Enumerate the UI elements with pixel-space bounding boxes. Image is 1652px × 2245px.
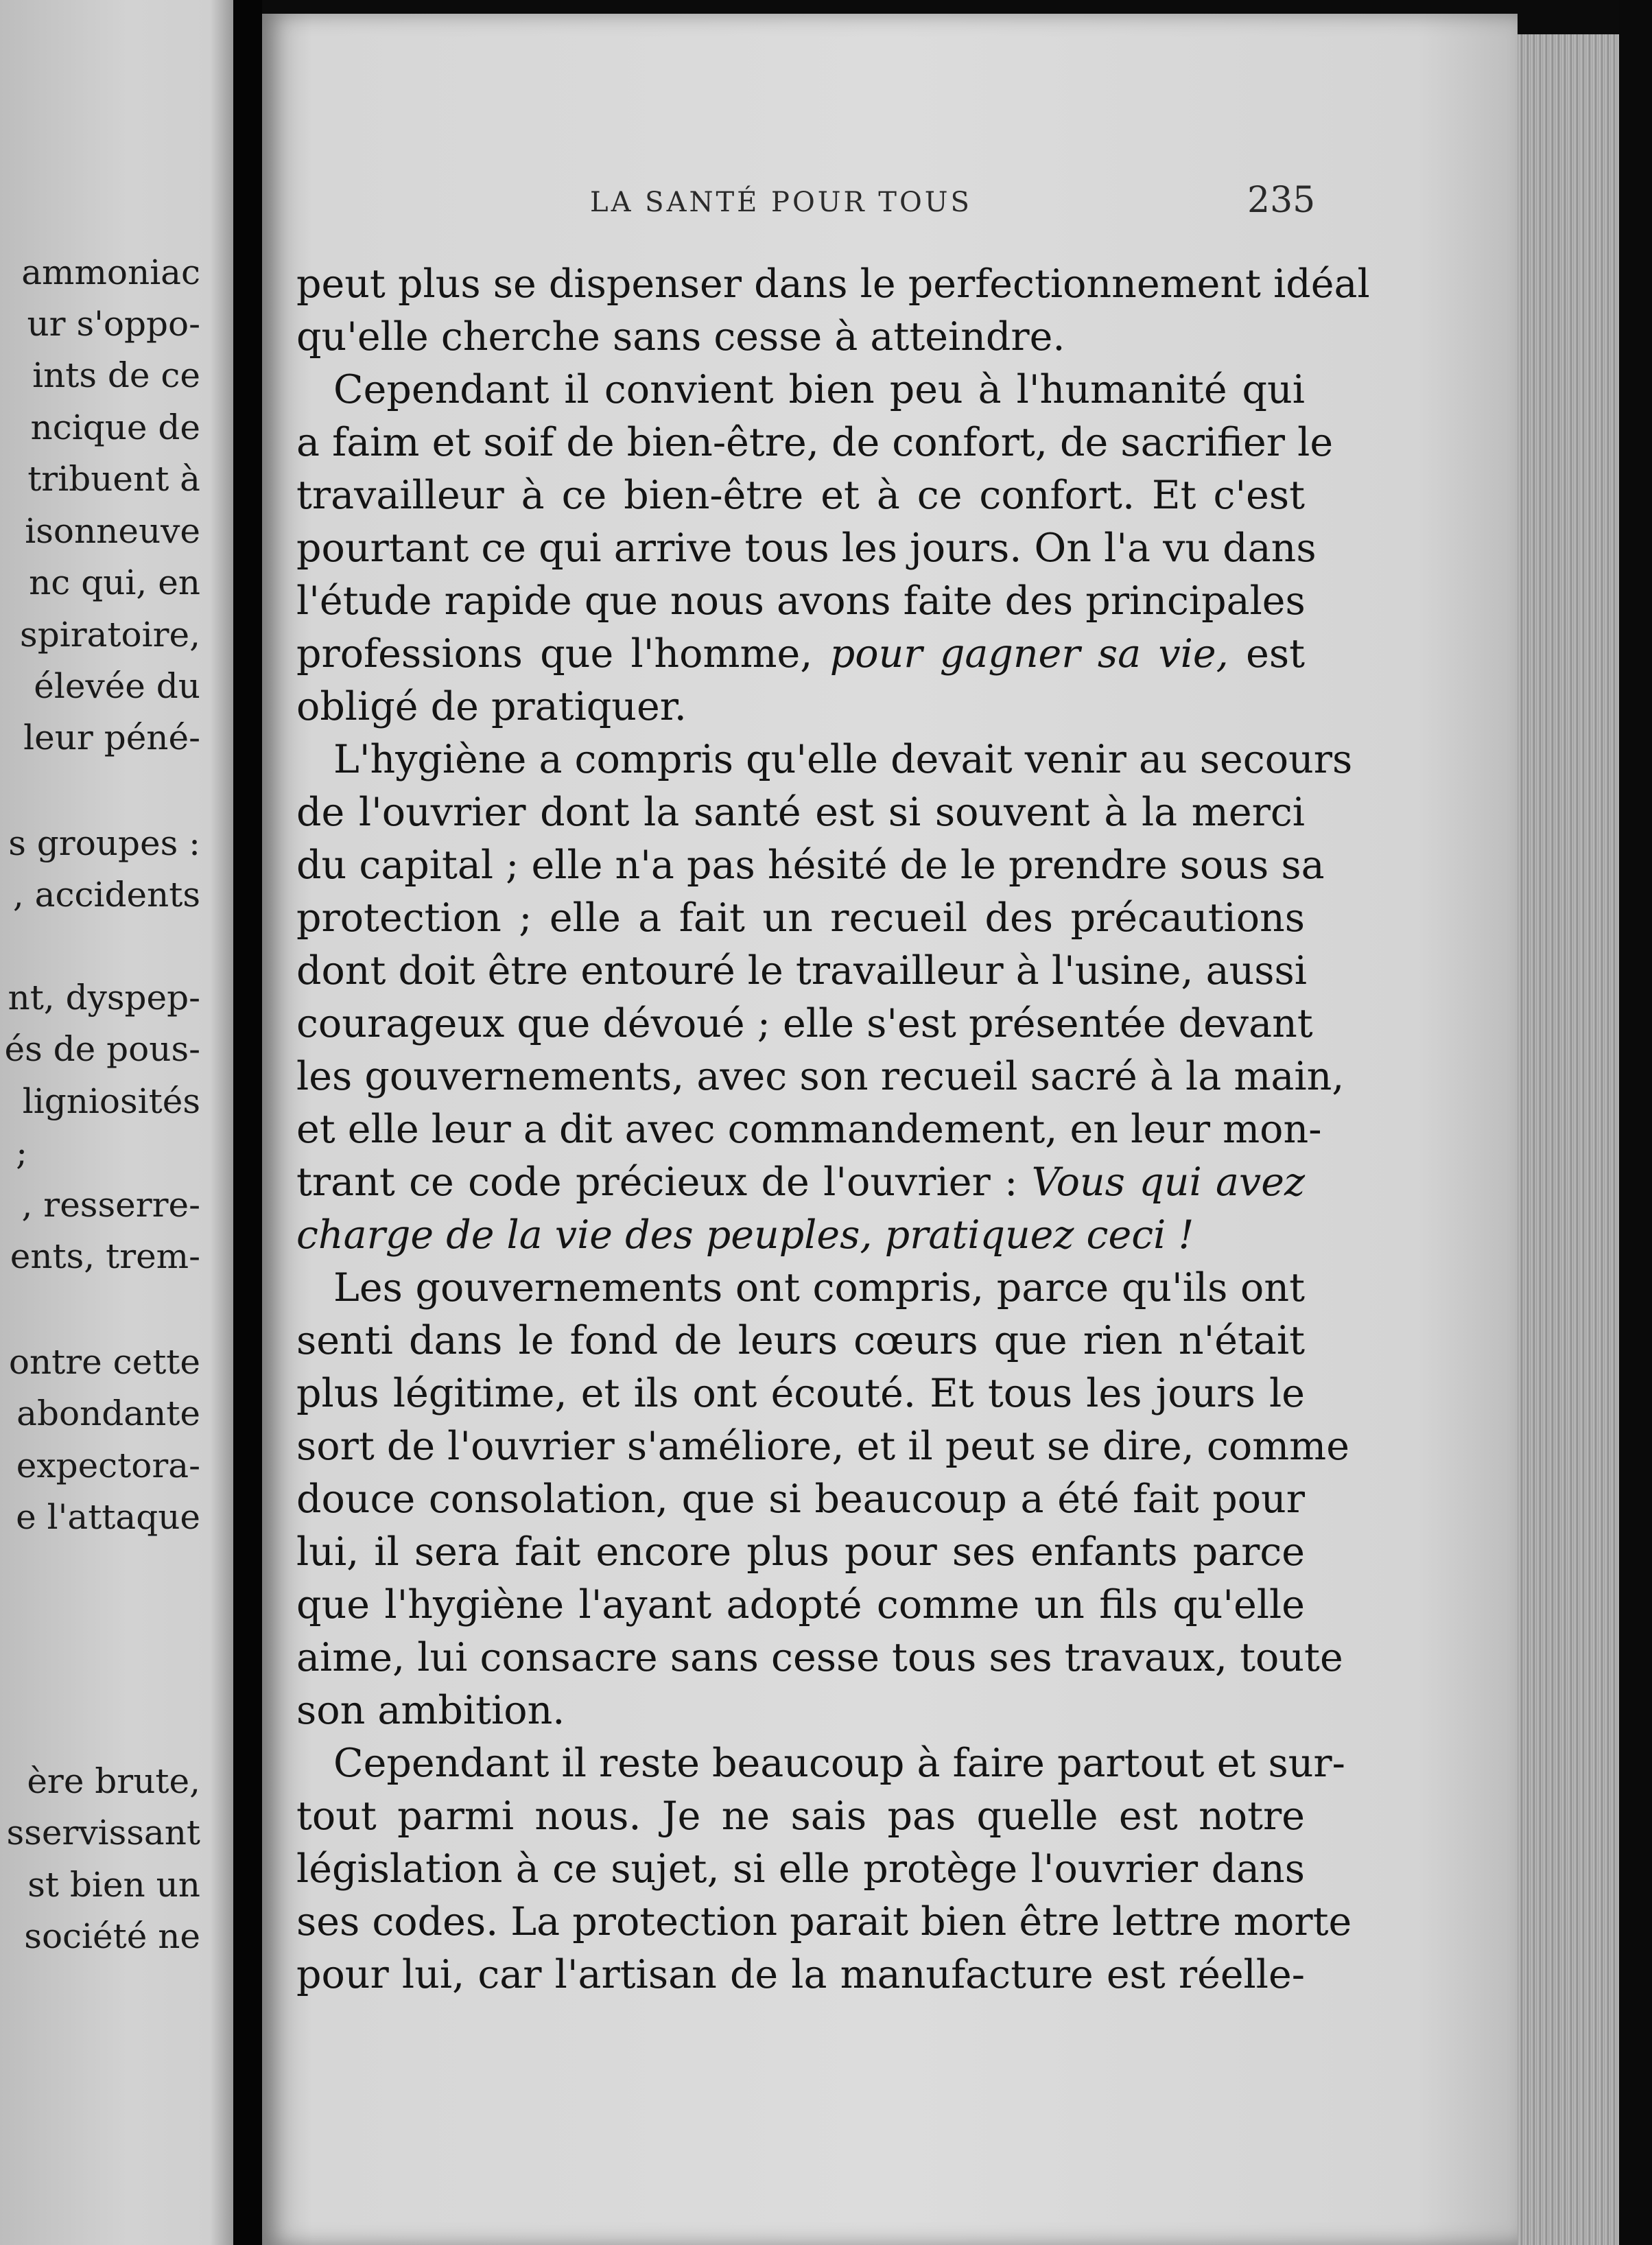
left-line: tribuent à (27, 459, 200, 499)
text-line: a faim et soif de bien-être, de confort, de sacrifier le (296, 420, 1334, 465)
left-line: , resserre- (21, 1185, 200, 1225)
book-gutter (233, 0, 262, 2245)
text-line: l'étude rapide que nous avons faite des principales (296, 578, 1306, 624)
text-line: Cependant il convient bien peu à l'humanité qui (333, 367, 1305, 412)
text-line: charge de la vie des peuples, pratiquez ceci ! (296, 1212, 1194, 1258)
page-body (296, 258, 1370, 2001)
left-line: e l'attaque (16, 1497, 200, 1537)
text-line: lui, il sera fait encore plus pour ses enfants parce (296, 1529, 1305, 1575)
left-line: sservissant (6, 1813, 200, 1853)
left-line: société ne (24, 1916, 200, 1956)
left-line: ints de ce (32, 355, 200, 395)
left-page-fragment (0, 0, 233, 2245)
left-line: ère brute, (27, 1761, 200, 1801)
text-line: Cependant il reste beaucoup à faire partout et sur- (333, 1741, 1345, 1786)
left-line: ammoniac (21, 252, 200, 292)
text-line (296, 628, 1305, 681)
text-line: travailleur à ce bien-être et à ce confort. Et c'est (296, 473, 1305, 518)
text-line: qu'elle cherche sans cesse à atteindre. (296, 314, 1065, 360)
left-line: spiratoire, (20, 615, 200, 655)
italic-segment: pour gagner sa vie, (829, 631, 1229, 677)
text-line: que l'hygiène l'ayant adopté comme un fils qu'elle (296, 1582, 1305, 1627)
text-line: senti dans le fond de leurs cœurs que rien n'était (296, 1318, 1305, 1363)
text-line: son ambition. (296, 1688, 565, 1733)
text-line: L'hygiène a compris qu'elle devait venir au secours (333, 737, 1353, 782)
text-line: obligé de pratiquer. (296, 684, 687, 729)
text-line: tout parmi nous. Je ne sais pas quelle est notre (296, 1794, 1305, 1839)
left-line: expectora- (16, 1446, 200, 1485)
left-line: nt, dyspep- (8, 978, 200, 1018)
text-line: ses codes. La protection parait bien être lettre morte (296, 1899, 1352, 1944)
text-segment: trant ce code précieux de l'ouvrier : (296, 1160, 1018, 1205)
left-line: ligniosités (22, 1081, 200, 1121)
left-line: és de pous- (4, 1029, 200, 1069)
left-line: , accidents (12, 875, 200, 915)
text-line: Les gouvernements ont compris, parce qu'ils ont (333, 1265, 1305, 1310)
left-line: isonneuve (25, 511, 200, 551)
text-line: aime, lui consacre sans cesse tous ses travaux, toute (296, 1635, 1343, 1680)
left-line: leur péné- (23, 718, 200, 757)
text-line: législation à ce sujet, si elle protège l'ouvrier dans (296, 1846, 1305, 1892)
left-line: nc qui, en (29, 563, 200, 602)
text-line: courageux que dévoué ; elle s'est présentée devant (296, 1001, 1313, 1046)
left-line: ncique de (30, 408, 200, 447)
text-line: peut plus se dispenser dans le perfectionnement idéal (296, 261, 1370, 307)
text-line: pourtant ce qui arrive tous les jours. On l'a vu dans (296, 526, 1317, 571)
running-title: LA SANTÉ POUR TOUS (590, 187, 972, 218)
left-line: s groupes : (8, 823, 200, 863)
text-line: protection ; elle a fait un recueil des précautions (296, 895, 1305, 941)
text-segment: professions que l'homme, (296, 631, 813, 677)
text-line: et elle leur a dit avec commandement, en leur mon- (296, 1107, 1322, 1152)
left-line: ents, trem- (10, 1236, 200, 1276)
left-line: st bien un (27, 1865, 200, 1905)
left-line: élevée du (34, 666, 200, 706)
left-line: abondante (16, 1394, 200, 1433)
text-line: sort de l'ouvrier s'améliore, et il peut se dire, comme (296, 1424, 1349, 1469)
text-line (296, 1156, 1305, 1209)
text-line: pour lui, car l'artisan de la manufacture est réelle- (296, 1952, 1305, 1997)
left-line: ur s'oppo- (27, 304, 200, 344)
text-line: dont doit être entouré le travailleur à l'usine, aussi (296, 948, 1308, 994)
left-line: ; (16, 1133, 27, 1173)
left-line: ontre cette (8, 1342, 200, 1382)
background-edge (1619, 0, 1652, 2245)
text-line: de l'ouvrier dont la santé est si souvent à la merci (296, 790, 1305, 835)
page-number: 235 (1247, 180, 1316, 221)
text-line: douce consolation, que si beaucoup a été fait pour (296, 1477, 1305, 1522)
text-line: les gouvernements, avec son recueil sacré à la main, (296, 1054, 1345, 1099)
text-line: plus légitime, et ils ont écouté. Et tous les jours le (296, 1371, 1305, 1416)
text-line: du capital ; elle n'a pas hésité de le prendre sous sa (296, 843, 1325, 888)
italic-segment: Vous qui avez (1031, 1160, 1305, 1205)
text-segment: est (1246, 631, 1305, 677)
